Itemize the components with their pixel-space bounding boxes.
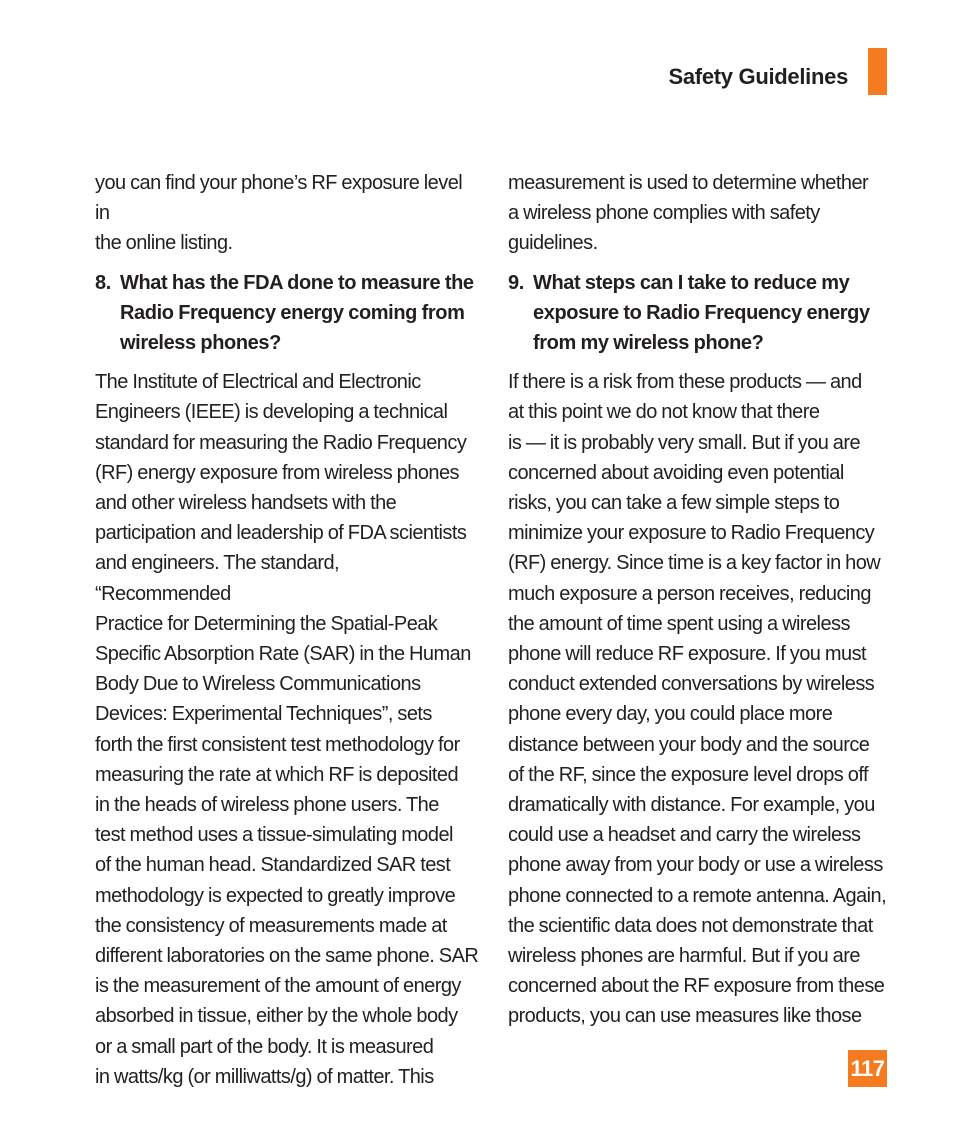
right-column [508, 168, 892, 1041]
answer-8-paragraph: The Institute of Electrical and Electronic Engineers (IEEE) is developing a technical standard for measuring the Radio Frequency (RF) energy exposure from wireless phones and other wireless handsets with the participation and leadership of FDA scientists and engineers. The standard, “Recommended Practice for Determining the Spatial-Peak Specific Absorption Rate (SAR) in the Human Body Due to Wireless Communications Devices: Experimental Techniques”, sets forth the first consistent test methodology for measuring the rate at which RF is deposited in the heads of wireless phone users. The test method uses a tissue-simulating model of the human head. Standardized SAR test methodology is expected to greatly improve the consistency of measurements made at different laboratories on the same phone. SAR is the measurement of the amount of energy absorbed in tissue, either by the whole body or a small part of the body. It is measured in watts/kg (or milliwatts/g) of matter. This [95, 371, 479, 1088]
page-number: 117 [848, 1050, 887, 1087]
section-accent-bar [868, 48, 887, 95]
right-intro-paragraph: measurement is used to determine whether a wireless phone complies with safety guidelines. [508, 172, 869, 255]
question-9-number: 9. [508, 271, 524, 294]
question-8 [95, 268, 479, 359]
left-intro-paragraph: you can find your phone’s RF exposure level in the online listing. [95, 172, 463, 255]
question-9 [508, 268, 892, 359]
question-9-text: What steps can I take to reduce my exposure to Radio Frequency energy from my wireless phone? [533, 271, 870, 355]
question-8-number: 8. [95, 271, 111, 294]
section-title: Safety Guidelines [668, 64, 848, 89]
question-8-text: What has the FDA done to measure the Radio Frequency energy coming from wireless phones? [120, 271, 474, 355]
answer-9-paragraph: If there is a risk from these products — and at this point we do not know that there is — it is probably very small. But if you are concerned about avoiding even potential risks, you can take a few simple steps to minimize your exposure to Radio Frequency (RF) energy. Since time is a key factor in how much exposure a person receives, reducing the amount of time spent using a wireless phone will reduce RF exposure. If you must conduct extended conversations by wireless phone every day, you could place more distance between your body and the source of the RF, since the exposure level drops off dramatically with distance. For example, you could use a headset and carry the wireless phone away from your body or use a wireless phone connected to a remote antenna. Again, the scientific data does not demonstrate that wireless phones are harmful. But if you are concerned about the RF exposure from these products, you can use measures like those [508, 371, 887, 1028]
left-column [95, 168, 479, 1101]
